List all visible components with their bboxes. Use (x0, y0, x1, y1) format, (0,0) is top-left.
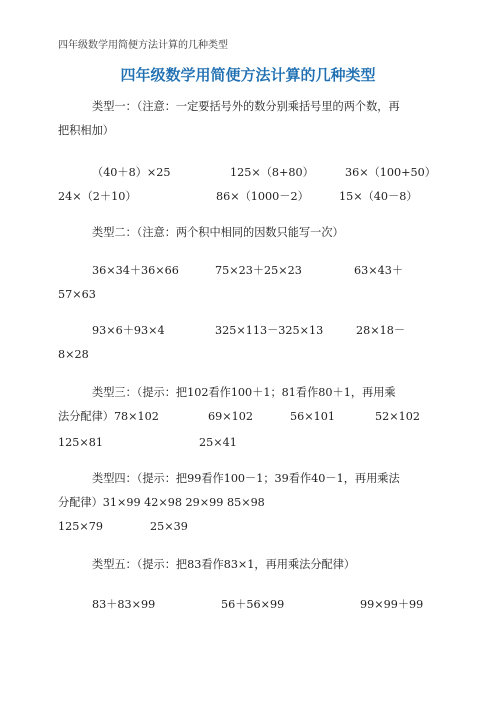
type4-problem-5: 125×79 (58, 520, 103, 533)
type3-problem-3: 56×101 (290, 410, 335, 423)
type5-problem-3: 99×99＋99 (360, 598, 424, 611)
type2-problem-3-cont: 57×63 (58, 288, 96, 301)
type1-problem-5: 86×（1000－2） (216, 190, 309, 203)
type4-instruction-line2: 分配律）31×99 42×98 29×99 85×98 (58, 496, 265, 509)
type5-problem-2: 56＋56×99 (221, 598, 285, 611)
type1-problem-1: （40＋8）×25 (92, 166, 171, 179)
type2-problem-5: 325×113－325×13 (215, 324, 324, 337)
type1-instruction-line1: 类型一：（注意：一定要括号外的数分别乘括号里的两个数，再 (92, 100, 400, 113)
type1-problem-2: 125×（8+80） (230, 166, 314, 179)
type2-problem-3: 63×43＋ (354, 264, 404, 277)
type3-problem-4: 52×102 (375, 410, 420, 423)
type2-problem-6-cont: 8×28 (58, 348, 89, 361)
type3-problem-5: 125×81 (58, 436, 103, 449)
type5-instruction: 类型五：（提示：把83看作83×1，再用乘法分配律） (92, 558, 356, 571)
type4-problem-6: 25×39 (150, 520, 188, 533)
type2-instruction: 类型二：（注意：两个积中相同的因数只能写一次） (92, 226, 344, 239)
document-title: 四年级数学用简便方法计算的几种类型 (120, 66, 376, 84)
type1-instruction-line2: 把积相加） (58, 124, 114, 137)
type1-problem-6: 15×（40－8） (339, 190, 418, 203)
type2-problem-1: 36×34＋36×66 (92, 264, 179, 277)
type3-instruction-line2: 法分配律）78×102 (58, 410, 159, 423)
type3-problem-6: 25×41 (199, 436, 237, 449)
page-header: 四年级数学用简便方法计算的几种类型 (58, 40, 228, 51)
type2-problem-6: 28×18－ (356, 324, 406, 337)
type1-problem-3: 36×（100+50） (345, 166, 436, 179)
type2-problem-2: 75×23＋25×23 (215, 264, 302, 277)
type1-problem-4: 24×（2＋10） (58, 190, 137, 203)
type3-problem-2: 69×102 (208, 410, 253, 423)
type2-problem-4: 93×6＋93×4 (92, 324, 165, 337)
type5-problem-1: 83＋83×99 (92, 598, 156, 611)
type4-instruction-line1: 类型四：（提示：把99看作100－1；39看作40－1，再用乘法 (92, 472, 400, 485)
type3-instruction-line1: 类型三：（提示：把102看作100＋1；81看作80＋1，再用乘 (92, 386, 396, 399)
